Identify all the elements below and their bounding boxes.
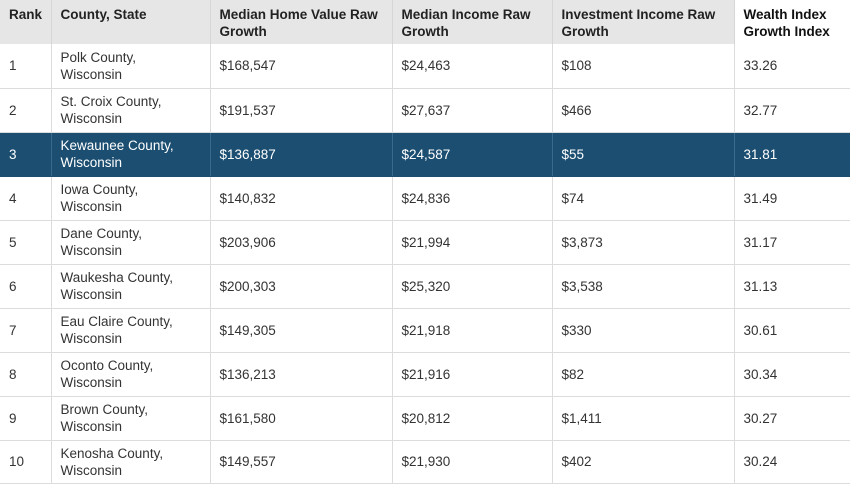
cell-investment: $3,538	[552, 264, 734, 308]
table-row	[0, 352, 850, 396]
cell-rank: 8	[0, 352, 51, 396]
cell-rank: 1	[0, 44, 51, 88]
cell-rank: 3	[0, 132, 51, 176]
cell-investment: $55	[552, 132, 734, 176]
table-row	[0, 308, 850, 352]
cell-rank: 10	[0, 440, 51, 483]
cell-income: $24,463	[392, 44, 552, 88]
header-row	[0, 0, 850, 44]
cell-home-value: $136,887	[210, 132, 392, 176]
table-row	[0, 264, 850, 308]
cell-wealth-index: 33.26	[734, 44, 850, 88]
cell-county: St. Croix County, Wisconsin	[51, 88, 210, 132]
cell-investment: $1,411	[552, 396, 734, 440]
cell-rank: 7	[0, 308, 51, 352]
cell-county: Waukesha County, Wisconsin	[51, 264, 210, 308]
cell-income: $24,587	[392, 132, 552, 176]
table-body	[0, 44, 850, 483]
cell-county: Eau Claire County, Wisconsin	[51, 308, 210, 352]
table-row	[0, 220, 850, 264]
cell-rank: 5	[0, 220, 51, 264]
cell-county: Dane County, Wisconsin	[51, 220, 210, 264]
cell-rank: 6	[0, 264, 51, 308]
table-row	[0, 132, 850, 176]
table-row	[0, 396, 850, 440]
table-row	[0, 44, 850, 88]
cell-investment: $3,873	[552, 220, 734, 264]
table-row	[0, 88, 850, 132]
cell-income: $25,320	[392, 264, 552, 308]
cell-wealth-index: 31.49	[734, 176, 850, 220]
cell-income: $20,812	[392, 396, 552, 440]
cell-investment: $74	[552, 176, 734, 220]
cell-investment: $402	[552, 440, 734, 483]
cell-home-value: $136,213	[210, 352, 392, 396]
cell-home-value: $149,557	[210, 440, 392, 483]
cell-county: Iowa County, Wisconsin	[51, 176, 210, 220]
cell-rank: 4	[0, 176, 51, 220]
header-county[interactable]: County, State	[51, 0, 210, 44]
cell-home-value: $200,303	[210, 264, 392, 308]
cell-home-value: $149,305	[210, 308, 392, 352]
table-row	[0, 176, 850, 220]
cell-income: $21,918	[392, 308, 552, 352]
cell-income: $24,836	[392, 176, 552, 220]
cell-wealth-index: 31.81	[734, 132, 850, 176]
cell-income: $21,930	[392, 440, 552, 483]
cell-investment: $82	[552, 352, 734, 396]
cell-wealth-index: 30.27	[734, 396, 850, 440]
header-income[interactable]: Median Income Raw Growth	[392, 0, 552, 44]
cell-investment: $466	[552, 88, 734, 132]
cell-wealth-index: 30.24	[734, 440, 850, 483]
cell-investment: $330	[552, 308, 734, 352]
cell-wealth-index: 30.34	[734, 352, 850, 396]
cell-county: Kenosha County, Wisconsin	[51, 440, 210, 483]
cell-county: Kewaunee County, Wisconsin	[51, 132, 210, 176]
cell-wealth-index: 31.13	[734, 264, 850, 308]
header-wealth-index[interactable]: Wealth Index Growth Index	[734, 0, 850, 44]
cell-home-value: $203,906	[210, 220, 392, 264]
cell-home-value: $191,537	[210, 88, 392, 132]
cell-county: Polk County, Wisconsin	[51, 44, 210, 88]
cell-home-value: $168,547	[210, 44, 392, 88]
cell-home-value: $161,580	[210, 396, 392, 440]
header-rank[interactable]: Rank	[0, 0, 51, 44]
cell-county: Brown County, Wisconsin	[51, 396, 210, 440]
cell-income: $27,637	[392, 88, 552, 132]
cell-county: Oconto County, Wisconsin	[51, 352, 210, 396]
header-investment[interactable]: Investment Income Raw Growth	[552, 0, 734, 44]
cell-home-value: $140,832	[210, 176, 392, 220]
table-header	[0, 0, 850, 44]
header-home-value[interactable]: Median Home Value Raw Growth	[210, 0, 392, 44]
cell-wealth-index: 32.77	[734, 88, 850, 132]
cell-income: $21,994	[392, 220, 552, 264]
cell-wealth-index: 31.17	[734, 220, 850, 264]
cell-income: $21,916	[392, 352, 552, 396]
table-row	[0, 440, 850, 483]
cell-investment: $108	[552, 44, 734, 88]
cell-wealth-index: 30.61	[734, 308, 850, 352]
cell-rank: 2	[0, 88, 51, 132]
cell-rank: 9	[0, 396, 51, 440]
